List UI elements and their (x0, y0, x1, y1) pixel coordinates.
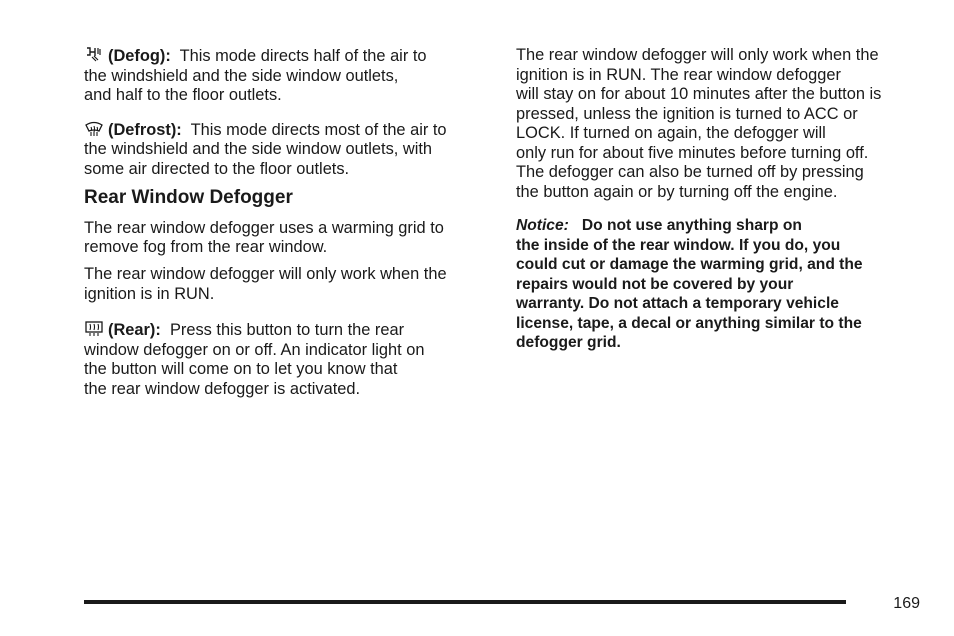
defrost-line-3: some air directed to the floor outlets. (84, 159, 350, 178)
left-column (84, 46, 488, 399)
timing-line-5: LOCK. If turned on again, the defogger will (516, 124, 826, 142)
section-heading: Rear Window Defogger (84, 186, 293, 208)
defrost-line-1: This mode directs most of the air to (190, 120, 447, 139)
notice-line-1: Do not use anything sharp on (581, 217, 802, 234)
notice-line-2: the inside of the rear window. If you do, you (516, 236, 841, 254)
rear-label: (Rear): (108, 321, 161, 339)
intro-line-1: The rear window defogger uses a warming grid to (84, 218, 444, 237)
page-number: 169 (893, 595, 920, 612)
notice-line-3: could cut or damage the warming grid, and the (516, 256, 863, 273)
timing-line-2: ignition is in RUN. The rear window defogger (516, 65, 841, 84)
notice-line-5: warranty. Do not attach a temporary vehicle (516, 295, 839, 312)
timing-line-3: will stay on for about 10 minutes after the button is (516, 85, 882, 103)
intro-line-2: remove fog from the rear window. (84, 238, 328, 256)
notice-label: Notice: (516, 217, 569, 234)
rear-paragraph (84, 320, 488, 399)
rear-defogger-run-note (84, 265, 488, 304)
rear-line-4: the rear window defogger is activated. (84, 379, 361, 398)
timing-line-8: the button again or by turning off the engine. (516, 182, 838, 201)
defog-icon (84, 46, 104, 63)
defrost-line-2: the windshield and the side window outlets, with (84, 140, 433, 158)
rear-line-1: Press this button to turn the rear (169, 321, 405, 339)
defrost-icon (84, 120, 104, 137)
defog-label: (Defog): (108, 47, 171, 65)
notice-paragraph (516, 216, 920, 353)
defrost-paragraph (84, 120, 488, 180)
rear-line-3: the button will come on to let you know that (84, 360, 398, 378)
defog-line-2: the windshield and the side window outlets, (84, 66, 399, 85)
defog-line-3: and half to the floor outlets. (84, 86, 282, 104)
run-line-1: The rear window defogger will only work when the (84, 265, 447, 283)
run-line-2: ignition is in RUN. (84, 284, 215, 303)
rear-defogger-intro (84, 219, 488, 258)
notice-line-4: repairs would not be covered by your (516, 275, 794, 293)
defrost-label: (Defrost): (108, 120, 182, 139)
right-column (516, 46, 920, 353)
footer-rule (84, 600, 846, 604)
timing-line-6: only run for about five minutes before turning off. (516, 143, 869, 162)
defog-paragraph (84, 46, 488, 106)
defogger-timing-paragraph (516, 46, 920, 202)
notice-line-7: defogger grid. (516, 334, 621, 351)
rear-line-2: window defogger on or off. An indicator light on (84, 340, 425, 359)
notice-line-6: license, tape, a decal or anything similar to the (516, 314, 862, 332)
timing-line-1: The rear window defogger will only work when the (516, 46, 879, 64)
timing-line-7: The defogger can also be turned off by pressing (516, 163, 864, 181)
rear-defogger-icon (84, 320, 104, 337)
defog-line-1: This mode directs half of the air to (179, 47, 427, 65)
timing-line-4: pressed, unless the ignition is turned to ACC or (516, 104, 858, 123)
